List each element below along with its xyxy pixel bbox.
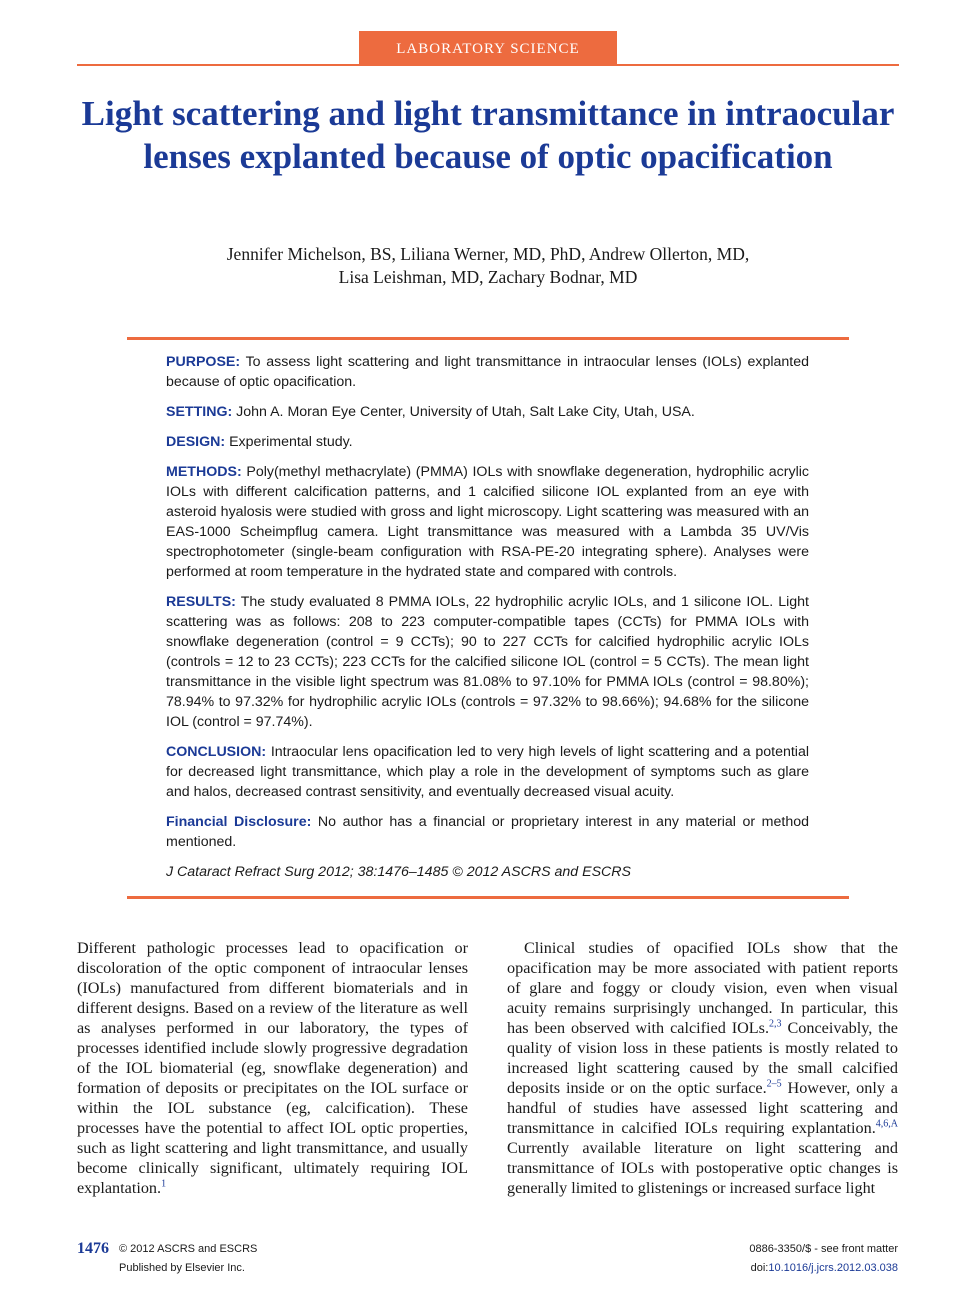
abstract-setting [166, 402, 809, 422]
footer-issn: 0886-3350/$ - see front matter [749, 1243, 898, 1255]
abstract-purpose [166, 352, 809, 392]
author-list [77, 243, 899, 289]
doi-prefix: doi: [750, 1262, 769, 1274]
body-text: Clinical studies of opacified IOLs show that the opacification may be more associated with patient reports of glare and foggy or cloudy vision, even when visual acuity remains surprisingly unchanged. In particular, this has been observed with calcified IOLs. [507, 939, 898, 1037]
journal-citation: J Cataract Refract Surg 2012; 38:1476–1485 © 2012 ASCRS and ESCRS [166, 864, 631, 880]
body-paragraph [507, 938, 898, 1198]
authors-line-1: Jennifer Michelson, BS, Liliana Werner, MD, PhD, Andrew Ollerton, MD, [226, 244, 750, 264]
conclusion-label: CONCLUSION: [166, 744, 267, 760]
section-label: LABORATORY SCIENCE [359, 31, 617, 65]
header-rule [77, 64, 899, 66]
setting-label: SETTING: [166, 404, 233, 420]
page-number: 1476 [77, 1240, 109, 1257]
setting-text: John A. Moran Eye Center, University of Utah, Salt Lake City, Utah, USA. [236, 404, 695, 420]
body-column-right [507, 938, 898, 1198]
abstract-methods [166, 462, 809, 582]
body-paragraph [77, 938, 468, 1198]
methods-text: Poly(methyl methacrylate) (PMMA) IOLs with snowflake degeneration, hydrophilic acrylic IOLs with different calcification patterns, and 1 calcified silicone IOL explanted from an eye with asteroid hyalosis were studied with gross and light microscopy. Light scattering was measured with an EAS-1000 Scheimpflug camera. Light transmittance was measured with a Lambda 35 UV/Vis spectrophotometer (single-beam configuration with RSA-PE-20 integrating sphere). Analyses were performed at room temperature in the hydrated state and compared with controls. [166, 464, 809, 580]
abstract-block [166, 352, 809, 882]
abstract-design [166, 432, 809, 452]
abstract-conclusion [166, 742, 809, 802]
abstract-bottom-rule [127, 896, 849, 899]
reference-link[interactable]: 1 [161, 1178, 167, 1190]
design-label: DESIGN: [166, 434, 226, 450]
abstract-top-rule [127, 337, 849, 340]
reference-link[interactable]: 4,6,A [875, 1118, 898, 1130]
abstract-results [166, 592, 809, 732]
methods-label: METHODS: [166, 464, 242, 480]
design-text: Experimental study. [229, 434, 353, 450]
footer-copyright: © 2012 ASCRS and ESCRS [119, 1243, 258, 1255]
reference-link[interactable]: 2,3 [769, 1018, 782, 1030]
abstract-disclosure [166, 812, 809, 852]
body-text: Different pathologic processes lead to opacification or discoloration of the optic component of intraocular lenses (IOLs) manufactured from different biomaterials and in different designs. Based on a review of the literature as well as analyses performed in our laboratory, the types of processes identified include slowly progressive degradation of the IOL biomaterial (eg, snowflake degeneration) and formation of deposits or precipitates on the IOL surface or within the IOL substance (eg, calcification). These processes have the potential to affect IOL optic properties, such as light scattering and light transmittance, and usually become clinically significant, ultimately requiring IOL explantation. [77, 939, 468, 1197]
doi-link[interactable]: 10.1016/j.jcrs.2012.03.038 [768, 1262, 898, 1274]
body-column-left [77, 938, 468, 1198]
authors-line-2: Lisa Leishman, MD, Zachary Bodnar, MD [338, 267, 638, 287]
disclosure-label: Financial Disclosure: [166, 814, 312, 830]
conclusion-text: Intraocular lens opacification led to very high levels of light scattering and a potential for decreased light transmittance, which play a role in the development of symptoms such as glare and halos, decreased contrast sensitivity, and eventually decreased visual acuity. [166, 744, 809, 800]
body-text: However, only a handful of studies have assessed light scattering and transmittance in calcified IOLs requiring explantation. [507, 1079, 898, 1137]
purpose-text: To assess light scattering and light transmittance in intraocular lenses (IOLs) explanted because of optic opacification. [166, 354, 809, 390]
body-text: Conceivably, the quality of vision loss in these patients is mostly related to increased light scattering caused by the small calcified deposits inside or on the optic surface. [507, 1019, 898, 1097]
body-text: Currently available literature on light scattering and transmittance of IOLs with postoperative optic changes is generally limited to glistenings or increased surface light [507, 1139, 898, 1197]
footer-publisher: Published by Elsevier Inc. [119, 1262, 245, 1274]
disclosure-text: No author has a financial or proprietary interest in any material or method mentioned. [166, 814, 809, 850]
reference-link[interactable]: 2–5 [766, 1078, 782, 1090]
results-label: RESULTS: [166, 594, 236, 610]
results-text: The study evaluated 8 PMMA IOLs, 22 hydrophilic acrylic IOLs, and 1 silicone IOL. Light scattering was as follows: 208 to 223 computer-compatible tapes (CCTs) for PMMA IOLs with snowflake degeneration (control = 9 CCTs); 90 to 227 CCTs for calcified hydrophilic acrylic IOLs (controls = 12 to 23 CCTs); 223 CCTs for the calcified silicone IOL (control = 5 CCTs). The mean light transmittance in the visible light spectrum was 81.08% to 97.10% for PMMA IOLs (control = 98.80%); 78.94% to 97.32% for hydrophilic acrylic IOLs (controls = 97.32% to 98.66%); 94.68% for the silicone IOL (control = 97.74%). [166, 594, 809, 730]
article-title: Light scattering and light transmittance in intraocular lenses explanted because of optic opacification [81, 94, 895, 176]
footer-doi [751, 1262, 898, 1274]
purpose-label: PURPOSE: [166, 354, 241, 370]
